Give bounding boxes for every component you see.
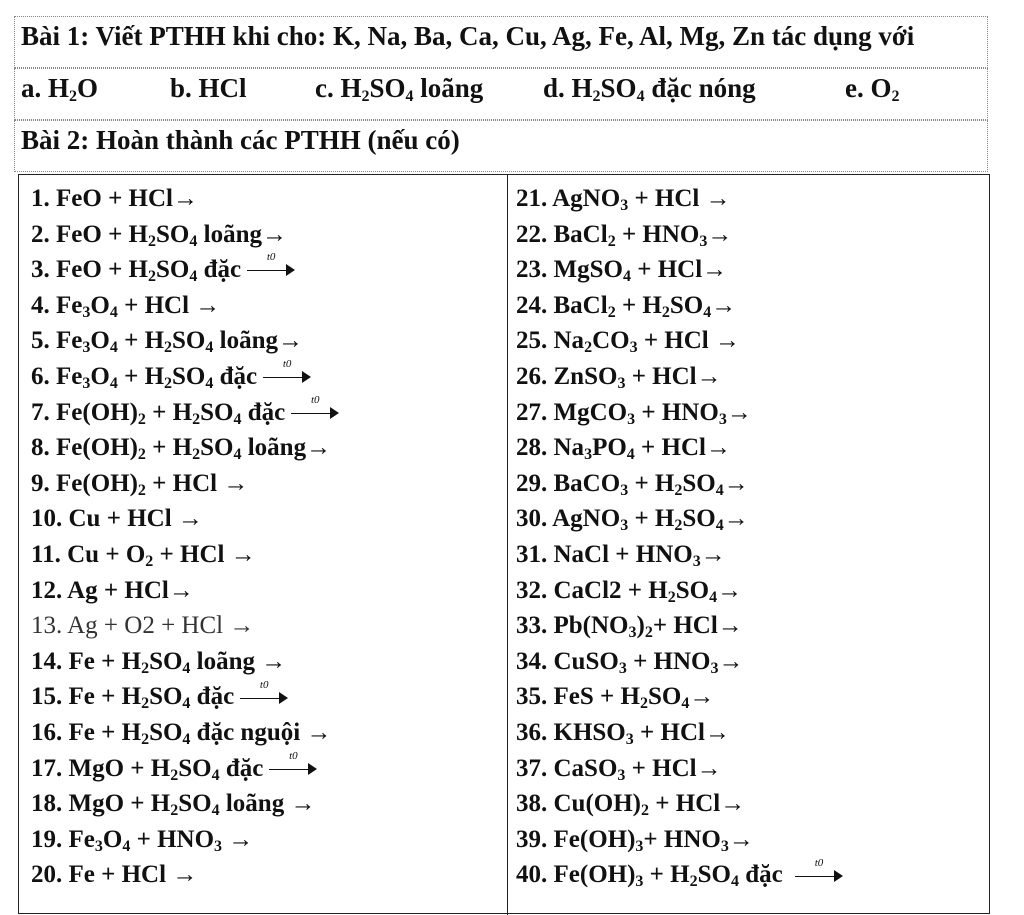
equation-3: 3. FeO + $H_2SO_4$ đặc t0 bbox=[31, 252, 339, 288]
arrow-icon: → bbox=[306, 434, 332, 462]
equation-12: 12. Ag + HCl→ bbox=[31, 576, 194, 604]
equation-36: 36. $KHSO_3 + HCl\to$ bbox=[516, 718, 730, 748]
equation-30: 30. AgNO$_3$ + $H_2SO_4\to$ bbox=[516, 505, 749, 535]
equations-left-column bbox=[31, 181, 339, 893]
arrow-icon: → bbox=[278, 327, 303, 355]
equation-17: 17. MgO + $H_2SO_4$ đặc t0 bbox=[31, 751, 339, 787]
arrow-icon: → bbox=[702, 256, 728, 284]
equation-38: 38. $Cu(OH)_2 + HCl\to$ bbox=[516, 790, 746, 820]
arrow-icon: → bbox=[306, 718, 332, 746]
document-page bbox=[14, 12, 988, 905]
option-a: a. $H_2O$ bbox=[21, 73, 99, 105]
arrow-icon: → bbox=[704, 718, 730, 746]
equation-22: 22. BaCl$_2$ + $HNO_3\to$ bbox=[516, 220, 733, 250]
arrow-icon: → bbox=[707, 220, 733, 248]
equation-25: 25. $Na_2CO_3$ + HCl → bbox=[516, 327, 741, 357]
equation-20: 20. Fe + HCl → bbox=[31, 861, 198, 889]
equation-26: 26. ZnSO$_3$ + HCl→ bbox=[516, 362, 722, 392]
arrow-icon: → bbox=[290, 790, 316, 818]
option-d: d. $H_2SO_4$ đặc nóng bbox=[543, 73, 756, 105]
arrow-icon: → bbox=[261, 647, 287, 675]
arrow-icon: → bbox=[173, 185, 199, 212]
equation-39: 39. $Fe(OH)_3+ HNO_3\to$ bbox=[516, 825, 754, 855]
heat-arrow-icon: t0 bbox=[263, 368, 311, 388]
equation-14: 14. $Fe + H_2SO_4$ loãng → bbox=[31, 647, 287, 677]
equation-23: 23. MgSO$_4$ + HCl→ bbox=[516, 256, 728, 286]
equation-15: 15. $Fe + H_2SO_4$ đặc t0 bbox=[31, 679, 339, 715]
option-e: e. $O_2$ bbox=[845, 73, 900, 105]
arrow-icon: → bbox=[723, 469, 749, 497]
equation-24: 24. BaCl$_2$ + $H_2SO_4\to$ bbox=[516, 291, 737, 321]
equation-6: 6. $Fe_3O_4 + H_2SO_4$ đặc t0 bbox=[31, 359, 339, 395]
arrow-icon: → bbox=[715, 327, 741, 355]
heat-arrow-icon: t0 bbox=[795, 867, 843, 887]
equation-11: 11. $Cu + O_2$ + HCl → bbox=[31, 540, 256, 570]
equation-19: 19. $Fe_3O_4 + HNO_3$ → bbox=[31, 825, 254, 855]
equation-10: 10. Cu + HCl → bbox=[31, 505, 203, 533]
exercise-2-title: Bài 2: Hoàn thành các PTHH (nếu có) bbox=[14, 120, 988, 172]
equation-33: 33. $Pb(NO_3)_2+ HCl\to$ bbox=[516, 612, 743, 642]
arrow-icon: → bbox=[717, 612, 743, 640]
equation-1: 1. FeO + HCl→ bbox=[31, 185, 199, 212]
arrow-icon: → bbox=[700, 540, 726, 568]
arrow-icon: → bbox=[696, 754, 722, 782]
equation-5: 5. $Fe_3O_4 + H_2SO_4$ loãng→ bbox=[31, 327, 303, 357]
arrow-icon: → bbox=[723, 505, 749, 533]
arrow-icon: → bbox=[705, 185, 731, 212]
equations-right-column bbox=[516, 181, 843, 893]
arrow-icon: → bbox=[711, 291, 737, 319]
equation-21: 21. AgNO$_3$ + HCl → bbox=[516, 185, 731, 214]
equation-37: 37. CaSO$_3$ + HCl→ bbox=[516, 754, 722, 784]
equation-7: 7. $Fe(OH)_2 + H_2SO_4$ đặc t0 bbox=[31, 395, 339, 431]
arrow-icon: → bbox=[177, 505, 203, 533]
arrow-icon: → bbox=[168, 576, 194, 604]
equation-27: 27. MgCO$_3$ + $HNO_3\to$ bbox=[516, 398, 752, 428]
arrow-icon: → bbox=[726, 398, 752, 426]
equations-table bbox=[18, 174, 990, 914]
arrow-icon: → bbox=[705, 434, 731, 462]
equation-29: 29. BaCO$_3$ + $H_2SO_4\to$ bbox=[516, 469, 749, 499]
column-divider bbox=[507, 175, 508, 915]
equation-4: 4. $Fe_3O_4$ + HCl → bbox=[31, 291, 221, 321]
arrow-icon: → bbox=[229, 612, 255, 640]
heat-arrow-icon: t0 bbox=[240, 689, 288, 709]
exercise-1-title: Bài 1: Viết PTHH khi cho: K, Na, Ba, Ca, Cu, Ag, Fe, Al, Mg, Zn tác dụng với bbox=[14, 16, 988, 68]
arrow-icon: → bbox=[720, 790, 746, 818]
arrow-icon: → bbox=[228, 825, 254, 853]
arrow-icon: → bbox=[261, 220, 287, 248]
equation-31: 31. NaCl + $HNO_3\to$ bbox=[516, 540, 726, 570]
option-b: b. HCl bbox=[170, 73, 247, 103]
arrow-icon: → bbox=[230, 540, 256, 568]
exercise-1-options bbox=[14, 68, 988, 120]
heat-arrow-icon: t0 bbox=[247, 261, 295, 281]
option-c: c. $H_2SO_4$ loãng bbox=[315, 73, 484, 105]
equation-35: 35. FeS + $H_2SO_4\to$ bbox=[516, 683, 715, 713]
equation-28: 28. $Na_3PO_4 + HCl\to$ bbox=[516, 434, 731, 464]
arrow-icon: → bbox=[223, 469, 249, 497]
equation-34: 34. CuSO$_3$ + $HNO_3\to$ bbox=[516, 647, 744, 677]
heat-arrow-icon: t0 bbox=[291, 404, 339, 424]
heat-arrow-icon: t0 bbox=[269, 760, 317, 780]
equation-32: 32. CaCl2 + $H_2SO_4\to$ bbox=[516, 576, 743, 606]
equation-13: 13. Ag + O2 + HCl → bbox=[31, 612, 255, 640]
arrow-icon: → bbox=[718, 647, 744, 675]
equation-16: 16. $Fe + H_2SO_4$ đặc nguội → bbox=[31, 718, 332, 748]
arrow-icon: → bbox=[195, 291, 221, 319]
equation-40: 40. $Fe(OH)_3 + H_2SO_4$ đặc t0 bbox=[516, 857, 843, 893]
arrow-icon: → bbox=[689, 683, 715, 711]
equation-2: 2. FeO + $H_2SO_4$ loãng→ bbox=[31, 220, 287, 250]
arrow-icon: → bbox=[696, 362, 722, 390]
arrow-icon: → bbox=[728, 825, 754, 853]
equation-8: 8. $Fe(OH)_2 + H_2SO_4$ loãng→ bbox=[31, 434, 332, 464]
arrow-icon: → bbox=[172, 861, 198, 889]
equation-9: 9. $Fe(OH)_2$ + HCl → bbox=[31, 469, 249, 499]
arrow-icon: → bbox=[717, 576, 743, 604]
equation-18: 18. MgO + $H_2SO_4$ loãng → bbox=[31, 790, 316, 820]
